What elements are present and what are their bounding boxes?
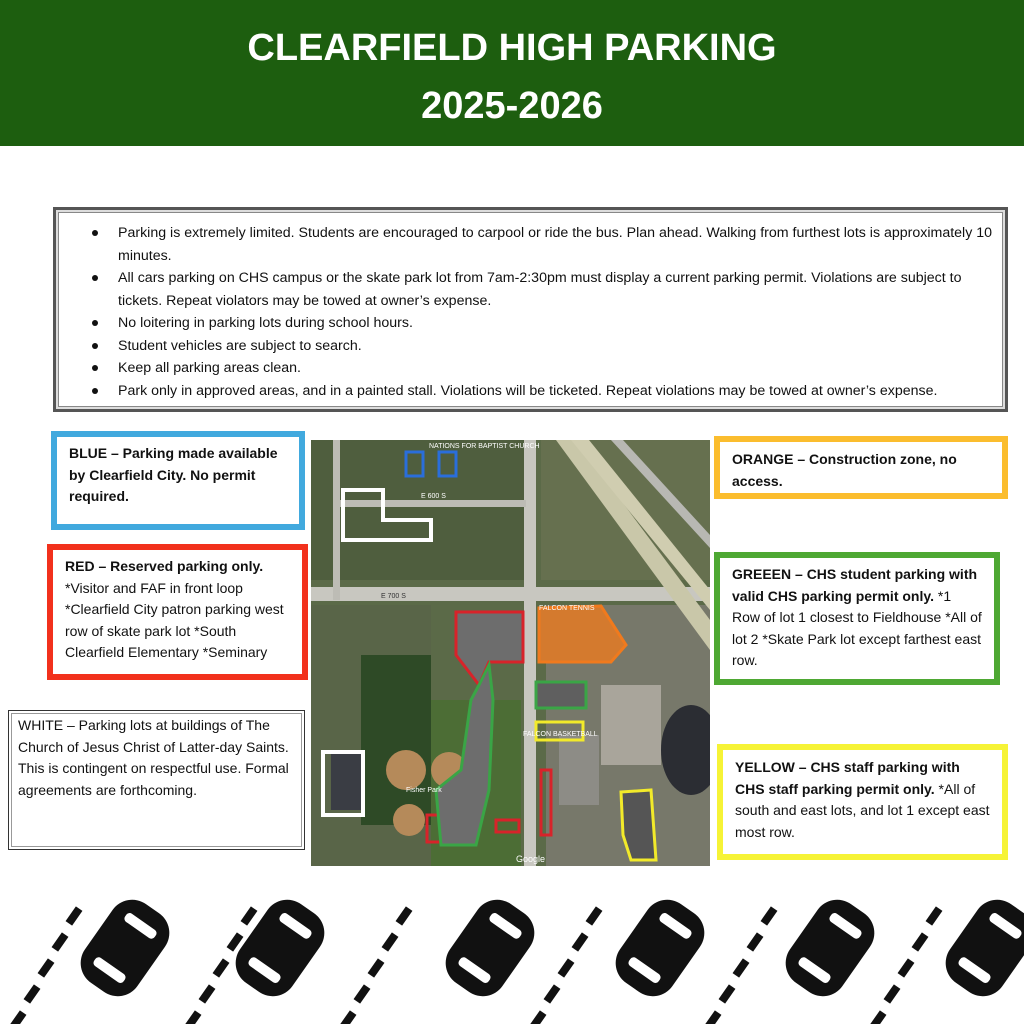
- legend-yellow-heading: YELLOW – CHS staff parking with CHS staff parking permit only.: [735, 759, 960, 797]
- map-label-700s: E 700 S: [381, 593, 406, 600]
- bullet-icon: [92, 320, 98, 326]
- map-image: [311, 440, 710, 866]
- decorative-car-border: [0, 880, 1024, 1024]
- bullet-icon: [92, 230, 98, 236]
- map-label-google: Google: [516, 854, 546, 864]
- legend-orange: [714, 436, 1008, 499]
- bullet-icon: [92, 275, 98, 281]
- map-label-church: NATIONS FOR BAPTIST CHURCH: [429, 443, 540, 450]
- legend-yellow-body: *All of south and east lots, and lot 1 except east most row.: [735, 780, 990, 840]
- rule-item: No loitering in parking lots during school hours.: [86, 312, 993, 335]
- car-icon: [936, 890, 1024, 1005]
- page-title: CLEARFIELD HIGH PARKING: [247, 27, 777, 69]
- legend-green: [714, 552, 1000, 685]
- rule-item: All cars parking on CHS campus or the skate park lot from 7am-2:30pm must display a current parking permit. Violations are subject to tickets. Repeat violators may be towed at owner’s expense.: [86, 267, 993, 312]
- legend-yellow: [717, 744, 1008, 860]
- rules-list: [86, 222, 993, 402]
- car-icon: [71, 890, 178, 1005]
- car-icon: [436, 890, 543, 1005]
- legend-blue-text: BLUE – Parking made available by Clearfield City. No permit required.: [69, 445, 278, 504]
- bullet-icon: [92, 365, 98, 371]
- car-icon: [776, 890, 883, 1005]
- map-label-fisher-park: Fisher Park: [406, 787, 442, 794]
- map-label-tennis: FALCON TENNIS: [539, 605, 595, 612]
- school-year: 2025-2026: [421, 85, 603, 127]
- rule-item: Park only in approved areas, and in a painted stall. Violations will be ticketed. Repeat violations may be towed at owner’s expense.: [86, 380, 993, 403]
- parking-rules-box: [53, 207, 1008, 412]
- legend-blue: [51, 431, 305, 530]
- legend-white: [8, 710, 305, 850]
- rule-item: Keep all parking areas clean.: [86, 357, 993, 380]
- car-icon: [606, 890, 713, 1005]
- car-icon: [226, 890, 333, 1005]
- legend-green-heading: GREEEN – CHS student parking with valid CHS parking permit only.: [732, 566, 978, 604]
- legend-red-body: *Visitor and FAF in front loop *Clearfield City patron parking west row of skate park lot *South Clearfield Elementary *Seminary: [65, 579, 284, 660]
- campus-map: [311, 440, 710, 866]
- page-header: [0, 0, 1024, 146]
- map-label-basketball: FALCON BASKETBALL: [523, 731, 598, 738]
- legend-red: [47, 544, 308, 680]
- legend-green-body: *1 Row of lot 1 closest to Fieldhouse *All of lot 2 *Skate Park lot except farthest east row.: [732, 587, 982, 668]
- rule-item: Student vehicles are subject to search.: [86, 335, 993, 358]
- legend-red-heading: RED – Reserved parking only.: [65, 558, 264, 574]
- bullet-icon: [92, 343, 98, 349]
- bullet-icon: [92, 388, 98, 394]
- legend-orange-text: ORANGE – Construction zone, no access.: [732, 451, 957, 489]
- map-label-600s: E 600 S: [421, 493, 446, 500]
- legend-white-text: WHITE – Parking lots at buildings of The Church of Jesus Christ of Latter-day Saints. This is contingent on respectful use. Formal agreements are forthcoming.: [18, 717, 289, 798]
- rule-item: Parking is extremely limited. Students are encouraged to carpool or ride the bus. Plan ahead. Walking from furthest lots is approximately 10 minutes.: [86, 222, 993, 267]
